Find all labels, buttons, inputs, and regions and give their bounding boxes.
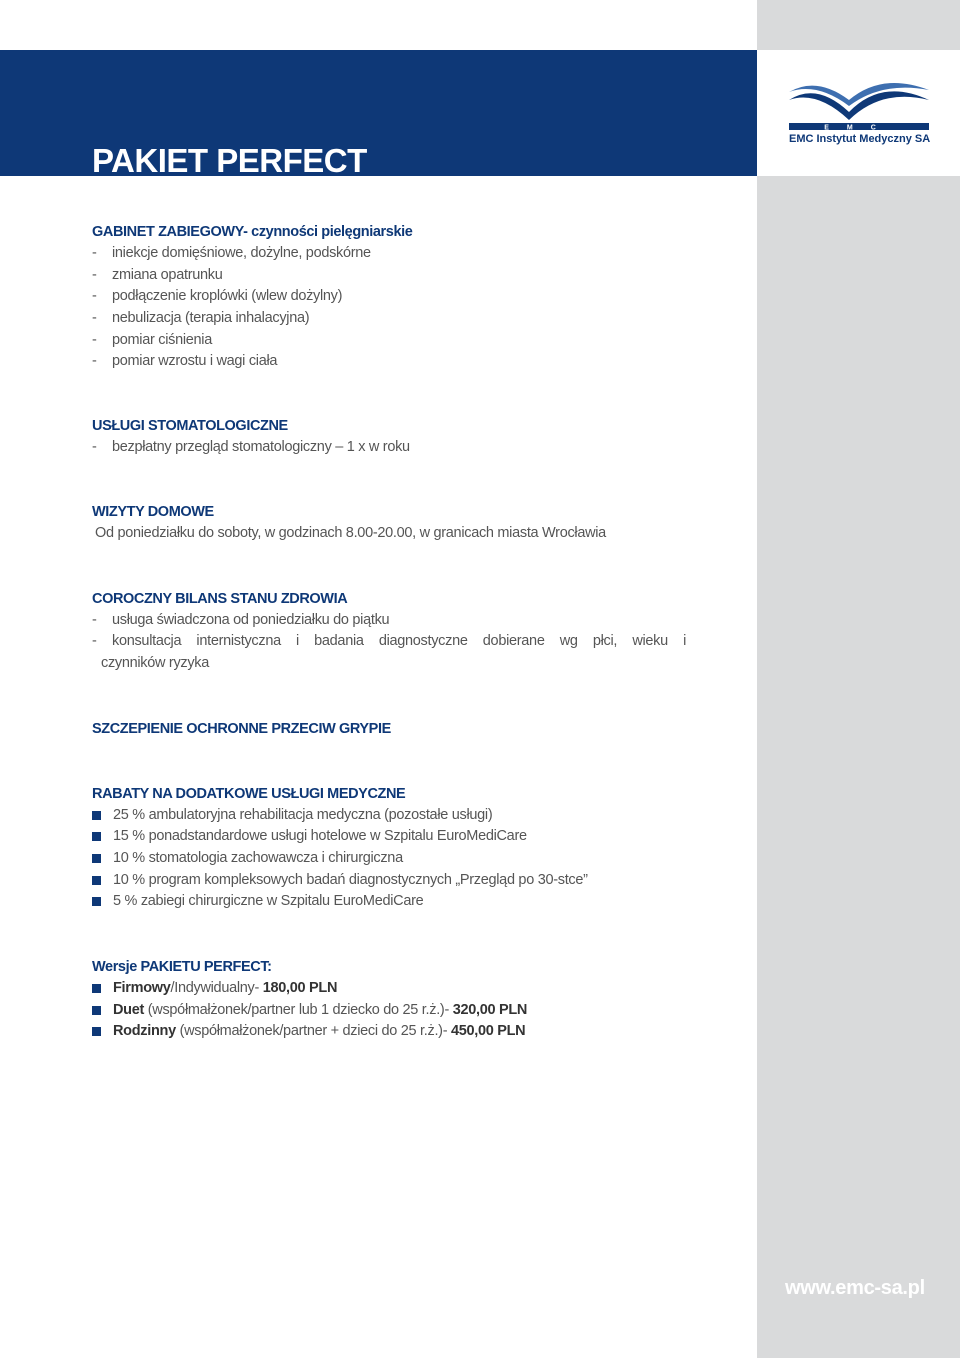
square-bullet-icon	[92, 1006, 101, 1015]
square-bullet-icon	[92, 854, 101, 863]
right-sidebar	[757, 0, 960, 1358]
section-title-wersje: Wersje PAKIETU PERFECT:	[92, 959, 272, 975]
square-bullet-icon	[92, 811, 101, 820]
section-title-bilans: COROCZNY BILANS STANU ZDROWIA	[92, 590, 348, 607]
list-item: - pomiar ciśnienia	[92, 331, 212, 348]
section-title-gabinet: GABINET ZABIEGOWY- czynności pielęgniarskie	[92, 224, 413, 240]
list-item: - podłączenie kroplówki (wlew dożylny)	[92, 288, 343, 305]
section-title-stomatologia: USŁUGI STOMATOLOGICZNE	[92, 418, 288, 435]
list-item-continuation: czynników ryzyka	[101, 654, 210, 671]
section-title-rabaty: RABATY NA DODATKOWE USŁUGI MEDYCZNE	[92, 785, 406, 802]
list-item: - bezpłatny przegląd stomatologiczny – 1 x w roku	[92, 439, 410, 456]
list-item: 10 % stomatologia zachowawcza i chirurgiczna	[92, 848, 692, 870]
logo-company-name: EMC Instytut Medyczny SA	[789, 133, 931, 145]
list-item: 10 % program kompleksowych badań diagnostycznych „Przegląd po 30-stce”	[92, 870, 692, 892]
list-item: - usługa świadczona od poniedziałku do piątku	[92, 611, 390, 628]
list-item: 15 % ponadstandardowe usługi hotelowe w Szpitalu EuroMediCare	[92, 826, 692, 848]
square-bullet-icon	[92, 832, 101, 841]
square-bullet-icon	[92, 1027, 101, 1036]
list-item: 5 % zabiegi chirurgiczne w Szpitalu EuroMediCare	[92, 891, 692, 913]
logo-letters: EMC	[824, 124, 894, 130]
square-bullet-icon	[92, 897, 101, 906]
list-item: - pomiar wzrostu i wagi ciała	[92, 353, 278, 370]
list-item: - iniekcje domięśniowe, dożylne, podskórne	[92, 245, 371, 261]
square-bullet-icon	[92, 984, 101, 993]
square-bullet-icon	[92, 876, 101, 885]
list-item: - zmiana opatrunku	[92, 266, 223, 283]
package-version-item: Duet (współmałżonek/partner lub 1 dziecko do 25 r.ż.)- 320,00 PLN	[92, 1000, 692, 1022]
section-title-wizyty: WIZYTY DOMOWE	[92, 503, 214, 520]
website-url: www.emc-sa.pl	[785, 1277, 925, 1299]
list-item: - konsultacja internistyczna i badania diagnostyczne dobierane wg płci, wieku i	[92, 633, 686, 650]
section-title-szczepienie: SZCZEPIENIE OCHRONNE PRZECIW GRYPIE	[92, 720, 391, 737]
bird-logo-icon	[787, 80, 932, 130]
visits-description: Od poniedziałku do soboty, w godzinach 8.00-20.00, w granicach miasta Wrocławia	[95, 524, 606, 541]
page-title: PAKIET PERFECT	[92, 142, 367, 179]
package-version-item: Rodzinny (współmałżonek/partner + dzieci do 25 r.ż.)- 450,00 PLN	[92, 1021, 692, 1043]
list-item: - nebulizacja (terapia inhalacyjna)	[92, 310, 310, 327]
company-logo	[757, 50, 960, 176]
main-content	[92, 221, 692, 1043]
header-band	[0, 50, 757, 179]
list-item: 25 % ambulatoryjna rehabilitacja medyczna (pozostałe usługi)	[92, 805, 692, 827]
package-version-item: Firmowy/Indywidualny- 180,00 PLN	[92, 978, 692, 1000]
